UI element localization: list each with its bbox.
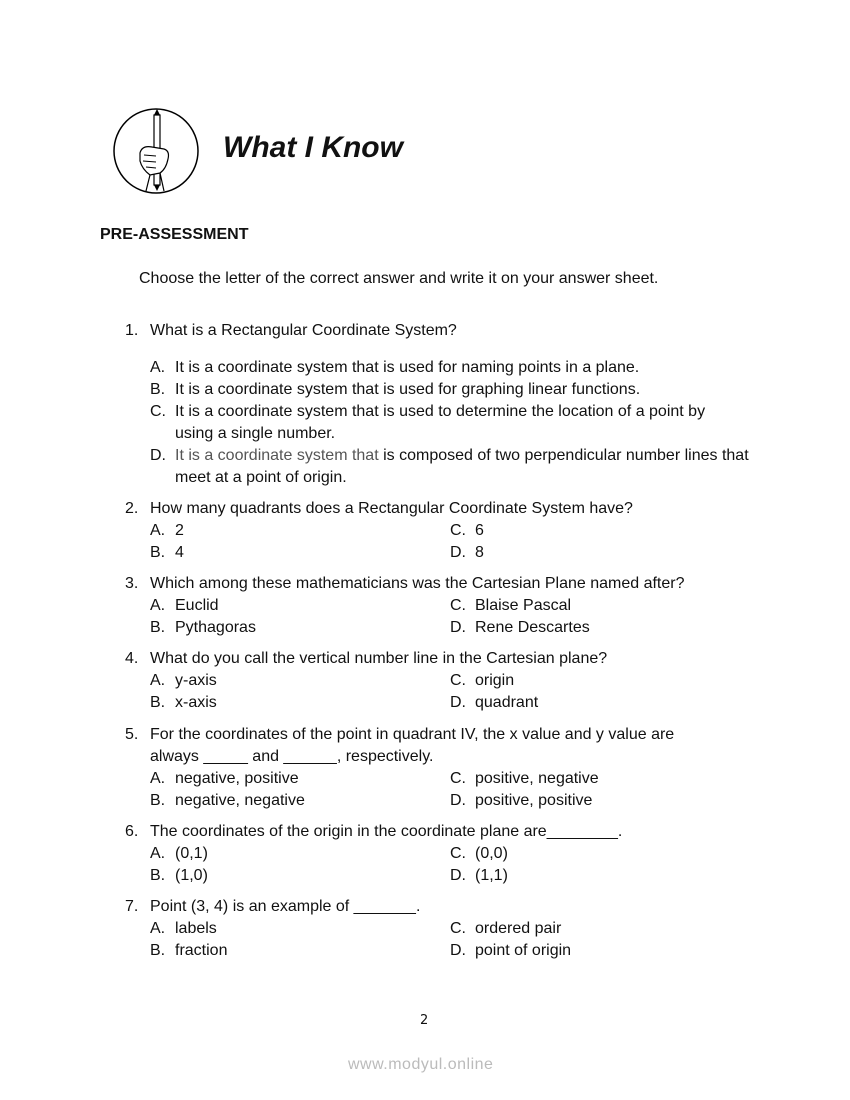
option-b (150, 865, 450, 887)
question-4 (125, 648, 765, 714)
option-letter: D. (150, 447, 166, 464)
option-text: It is a coordinate system that is used for graphing linear functions. (175, 381, 641, 398)
option-letter: D. (450, 544, 466, 561)
option-letter: A. (150, 770, 166, 787)
option-text: y-axis (175, 672, 217, 689)
option-a (150, 595, 450, 617)
option-a (150, 520, 450, 542)
option-b (150, 617, 450, 639)
option-text: negative, negative (175, 792, 305, 809)
option-letter: C. (450, 770, 466, 787)
question-3 (125, 573, 765, 639)
option-text: ordered pair (475, 920, 562, 937)
option-letter: D. (450, 867, 466, 884)
option-a (150, 670, 450, 692)
option-letter: B. (150, 544, 166, 561)
option-c (450, 918, 750, 940)
option-letter: B. (150, 694, 166, 711)
option-d (450, 542, 750, 564)
option-c (150, 401, 735, 445)
option-b (150, 940, 450, 962)
option-d (450, 692, 750, 714)
section-title: PRE-ASSESSMENT (100, 226, 249, 243)
question-number: 7. (125, 898, 139, 915)
option-text: x-axis (175, 694, 217, 711)
option-a (150, 918, 450, 940)
question-number: 1. (125, 322, 139, 339)
option-letter: D. (450, 619, 466, 636)
option-letter: B. (150, 619, 166, 636)
option-text: Blaise Pascal (475, 597, 572, 614)
option-letter: A. (150, 597, 166, 614)
option-d (450, 940, 750, 962)
option-text: negative, positive (175, 770, 299, 787)
question-7 (125, 896, 765, 962)
option-b (150, 542, 450, 564)
option-text: (0,1) (175, 845, 208, 862)
option-text: point of origin (475, 942, 572, 959)
option-text: positive, positive (475, 792, 593, 809)
option-b (150, 692, 450, 714)
question-number: 2. (125, 500, 139, 517)
page-number: 2 (420, 1013, 429, 1028)
question-text: What is a Rectangular Coordinate System? (150, 322, 457, 339)
option-letter: D. (450, 694, 466, 711)
option-text: is composed of two perpendicular number lines that meet at a point of origin. (175, 447, 749, 486)
option-a (150, 843, 450, 865)
option-letter: A. (150, 672, 166, 689)
question-number: 6. (125, 823, 139, 840)
option-text: Euclid (175, 597, 219, 614)
option-b (150, 790, 450, 812)
question-number: 3. (125, 575, 139, 592)
option-c (450, 670, 750, 692)
option-c (450, 768, 750, 790)
option-text: It is a coordinate system that is used for naming points in a plane. (175, 359, 640, 376)
watermark: www.modyul.online (348, 1056, 494, 1073)
option-a (150, 768, 450, 790)
option-letter: D. (450, 792, 466, 809)
instructions: Choose the letter of the correct answer and write it on your answer sheet. (139, 270, 659, 287)
option-text: Pythagoras (175, 619, 256, 636)
option-letter: B. (150, 792, 166, 809)
option-letter: C. (450, 920, 466, 937)
option-d (450, 790, 750, 812)
option-letter: C. (450, 522, 466, 539)
option-letter: B. (150, 867, 166, 884)
option-text: (1,0) (175, 867, 208, 884)
question-number: 5. (125, 726, 139, 743)
option-letter: C. (450, 597, 466, 614)
option-letter: A. (150, 845, 166, 862)
question-text: Point (3, 4) is an example of _______. (150, 898, 421, 915)
option-c (450, 595, 750, 617)
question-number: 4. (125, 650, 139, 667)
option-text: positive, negative (475, 770, 599, 787)
option-text-gray: It is a coordinate system that (175, 447, 379, 464)
option-text: labels (175, 920, 217, 937)
option-text: It is a coordinate system that is used to determine the location of a point by using a single number. (175, 403, 706, 442)
option-text: Rene Descartes (475, 619, 590, 636)
option-text: fraction (175, 942, 228, 959)
option-text: quadrant (475, 694, 539, 711)
option-c (450, 843, 750, 865)
question-2 (125, 498, 765, 564)
page-title: What I Know (223, 131, 403, 164)
option-text: 2 (175, 522, 184, 539)
option-letter: C. (450, 672, 466, 689)
option-b (150, 379, 765, 401)
option-letter: A. (150, 522, 166, 539)
option-letter: B. (150, 942, 166, 959)
option-d (150, 445, 750, 489)
question-5 (125, 724, 765, 812)
question-text: Which among these mathematicians was the Cartesian Plane named after? (150, 575, 685, 592)
question-1 (125, 320, 765, 489)
option-letter: A. (150, 359, 166, 376)
option-letter: D. (450, 942, 466, 959)
question-6 (125, 821, 765, 887)
question-text: How many quadrants does a Rectangular Coordinate System have? (150, 500, 633, 517)
question-text: The coordinates of the origin in the coordinate plane are________. (150, 823, 623, 840)
option-text: 8 (475, 544, 484, 561)
hand-holding-pencil-icon (112, 107, 200, 195)
option-letter: C. (450, 845, 466, 862)
option-text: (1,1) (475, 867, 508, 884)
question-text: What do you call the vertical number line in the Cartesian plane? (150, 650, 608, 667)
option-letter: B. (150, 381, 166, 398)
option-text: 4 (175, 544, 184, 561)
question-text: For the coordinates of the point in quadrant IV, the x value and y value are always _____ and ______, respectively. (150, 726, 675, 765)
option-text: origin (475, 672, 515, 689)
option-d (450, 617, 750, 639)
option-text: (0,0) (475, 845, 508, 862)
option-d (450, 865, 750, 887)
option-text: 6 (475, 522, 484, 539)
option-c (450, 520, 750, 542)
option-letter: A. (150, 920, 166, 937)
option-a (150, 357, 765, 379)
option-letter: C. (150, 403, 166, 420)
